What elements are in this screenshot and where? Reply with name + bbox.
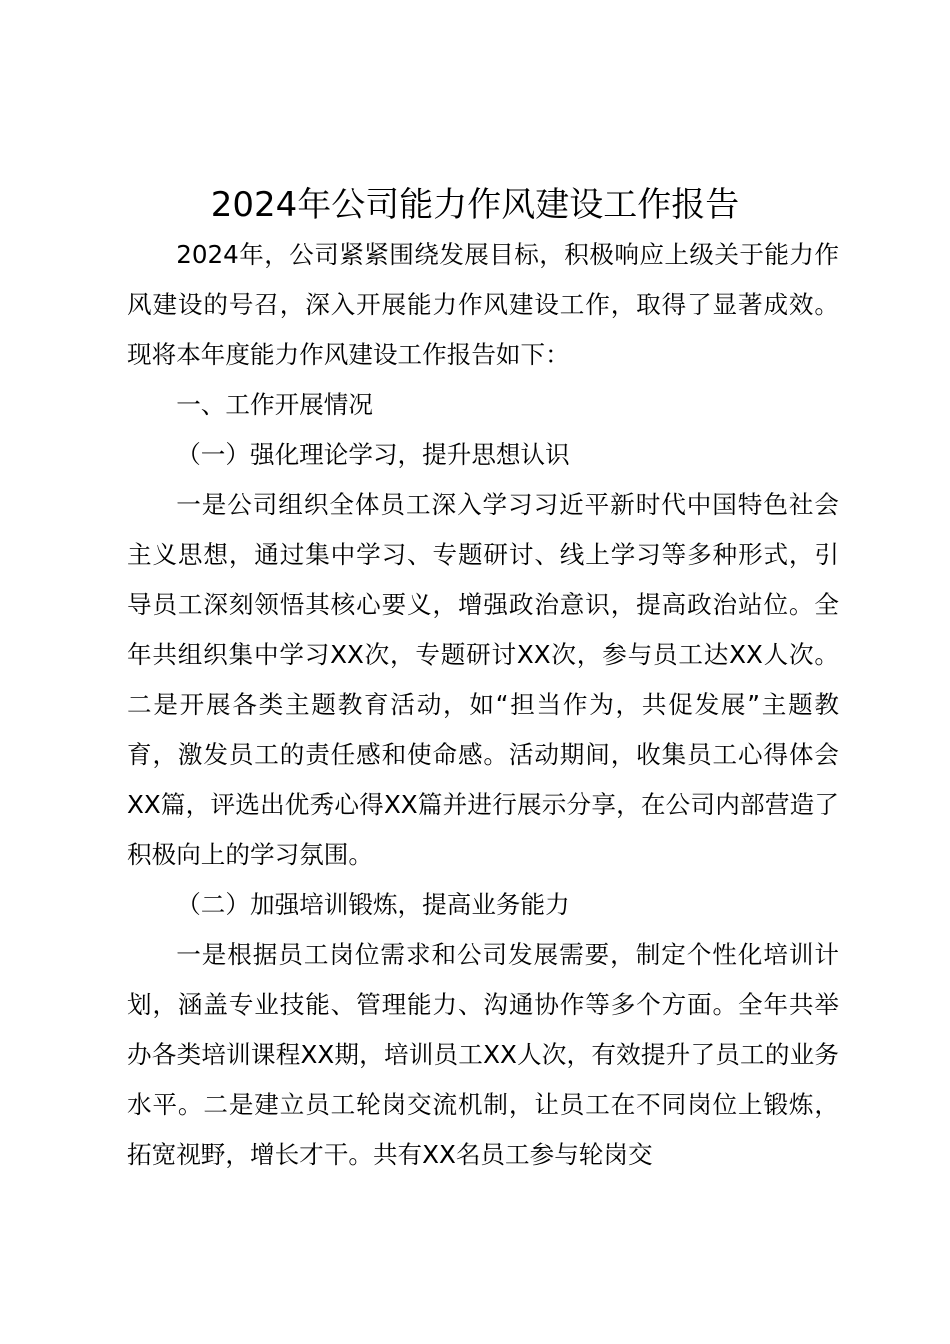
section-heading: 一、工作开展情况 [176, 390, 373, 419]
subsection-heading: （二）加强培训锻炼，提高业务能力 [176, 890, 570, 919]
subsection-heading: （一）强化理论学习，提升思想认识 [176, 440, 570, 469]
intro-paragraph: 2024年，公司紧紧围绕发展目标，积极响应上级关于能力作风建设的号召，深入开展能力作风建设工作，取得了显著成效。现将本年度能力作风建设工作报告如下： [127, 240, 839, 369]
body-paragraph: 一是公司组织全体员工深入学习习近平新时代中国特色社会主义思想，通过集中学习、专题研讨、线上学习等多种形式，引导员工深刻领悟其核心要义，增强政治意识，提高政治站位。全年共组织集中学习XX次，专题研讨XX次，参与员工达XX人次。二是开展各类主题教育活动，如“担当作为，共促发展”主题教育，激发员工的责任感和使命感。活动期间，收集员工心得体会XX篇，评选出优秀心得XX篇并进行展示分享，在公司内部营造了积极向上的学习氛围。 [127, 490, 839, 869]
body-paragraph: 一是根据员工岗位需求和公司发展需要，制定个性化培训计划，涵盖专业技能、管理能力、沟通协作等多个方面。全年共举办各类培训课程XX期，培训员工XX人次，有效提升了员工的业务水平。二是建立员工轮岗交流机制，让员工在不同岗位上锻炼，拓宽视野，增长才干。共有XX名员工参与轮岗交 [127, 940, 839, 1169]
document-title: 2024年公司能力作风建设工作报告 [210, 185, 740, 225]
document-body [127, 230, 839, 1180]
